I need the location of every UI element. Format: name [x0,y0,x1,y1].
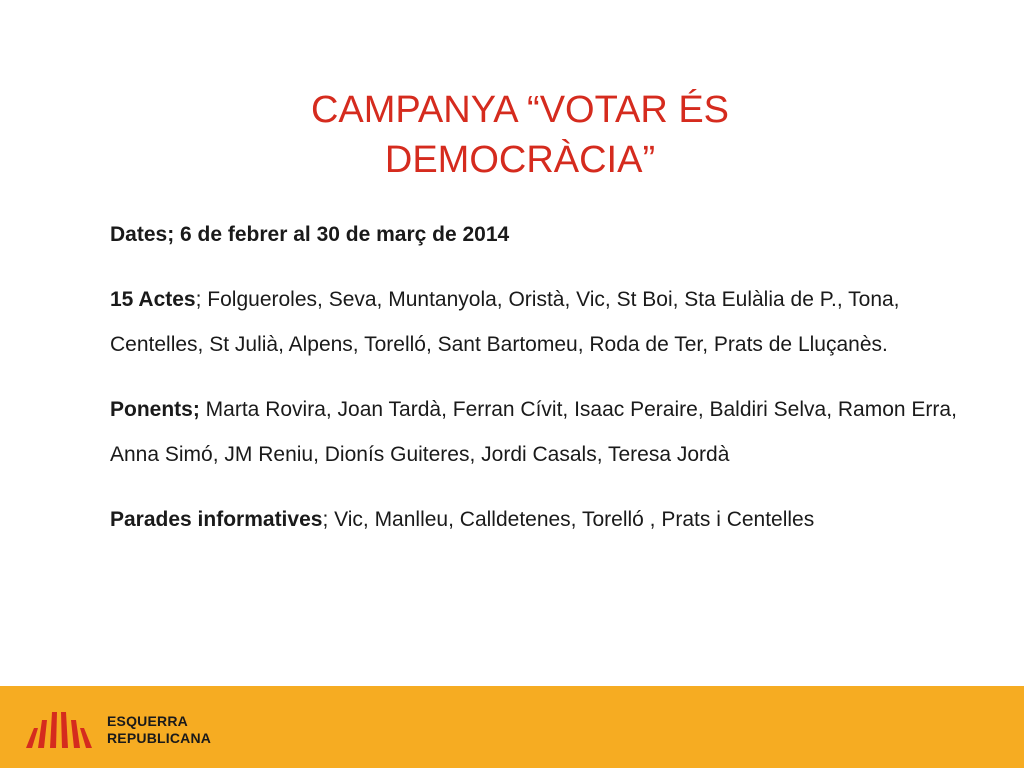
actes-paragraph [110,277,980,367]
parades-text: ; Vic, Manlleu, Calldetenes, Torelló , Prats i Centelles [322,508,815,531]
logo-line-2: REPUBLICANA [107,730,212,746]
logo-text [107,713,211,747]
ponents-text: Marta Rovira, Joan Tardà, Ferran Cívit, Isaac Peraire, Baldiri Selva, Ramon Erra, Anna Simó, JM Reniu, Dionís Guiteres, Jordi Casals, Teresa Jordà [110,398,957,466]
parades-paragraph [110,497,980,542]
title-line-1: CAMPANYA “VOTAR ÉS [310,89,730,132]
erc-logo-icon [24,710,96,748]
logo-line-1: ESQUERRA [107,713,188,729]
ponents-paragraph [110,387,980,477]
parades-label: Parades informatives [110,508,323,531]
slide-content [110,212,980,542]
dates-paragraph: Dates; 6 de febrer al 30 de març de 2014 [110,223,510,246]
ponents-label: Ponents; [110,398,200,421]
actes-text: ; Folgueroles, Seva, Muntanyola, Oristà, Vic, St Boi, Sta Eulàlia de P., Tona, Centelles, St Julià, Alpens, Torelló, Sant Bartomeu, Roda de Ter, Prats de Lluçanès. [110,288,900,356]
slide-title [200,85,840,185]
actes-label: 15 Actes [110,288,196,311]
title-line-2: DEMOCRÀCIA” [384,139,656,182]
